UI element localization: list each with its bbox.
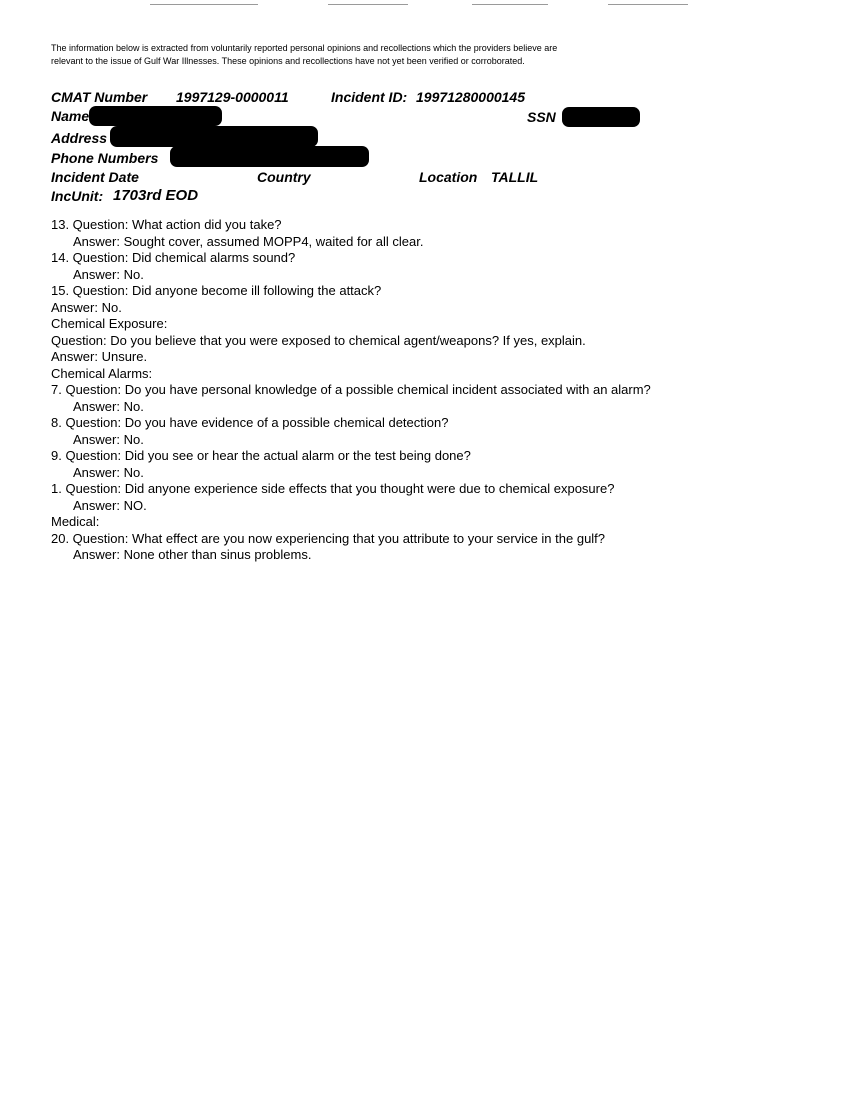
- cmat-label: CMAT Number: [51, 89, 148, 105]
- qa-line: 8. Question: Do you have evidence of a possible chemical detection?: [51, 415, 449, 430]
- ssn-label: SSN: [527, 109, 556, 125]
- qa-line: Chemical Exposure:: [51, 316, 168, 331]
- qa-line: Answer: None other than sinus problems.: [73, 547, 312, 562]
- location-value: TALLIL: [491, 169, 539, 185]
- name-label: Name: [51, 108, 90, 124]
- qa-line: 13. Question: What action did you take?: [51, 217, 282, 232]
- disclaimer: The information below is extracted from voluntarily reported personal opinions and recollections which the providers believe are relevant to the issue of Gulf War Illnesses. These opinions and recollections have not yet been verified or corroborated.: [51, 43, 558, 66]
- qa-line: Answer: No.: [73, 464, 144, 480]
- cmat-value: 1997129-0000011: [176, 89, 289, 105]
- address-label: Address: [51, 130, 108, 146]
- top-rule: [328, 4, 408, 5]
- incident-date-label: Incident Date: [51, 169, 139, 185]
- redaction-name: [89, 106, 222, 126]
- location-label: Location: [419, 169, 478, 185]
- top-rule: [472, 4, 548, 5]
- qa-line: Answer: No.: [73, 431, 144, 447]
- redaction-ssn: [562, 107, 640, 127]
- qa-line: Answer: Unsure.: [51, 349, 148, 364]
- incident-id-label: Incident ID:: [331, 89, 408, 105]
- qa-line: 14. Question: Did chemical alarms sound?: [51, 250, 296, 265]
- qa-line: 9. Question: Did you see or hear the actual alarm or the test being done?: [51, 448, 471, 463]
- qa-line: Answer: Sought cover, assumed MOPP4, waited for all clear.: [73, 233, 424, 249]
- incident-id-value: 19971280000145: [416, 89, 526, 105]
- qa-line: Chemical Alarms:: [51, 365, 153, 381]
- country-label: Country: [257, 169, 311, 185]
- qa-line: Answer: NO.: [73, 497, 147, 513]
- redaction-address: [110, 126, 318, 147]
- phone-label: Phone Numbers: [51, 150, 159, 166]
- qa-line: Answer: No.: [73, 398, 144, 414]
- qa-line: 7. Question: Do you have personal knowledge of a possible chemical incident associated with an alarm?: [51, 382, 651, 397]
- qa-line: Answer: No.: [73, 266, 144, 282]
- qa-body: [51, 217, 841, 564]
- top-rule: [150, 4, 258, 5]
- top-rule: [608, 4, 688, 5]
- qa-line: Medical:: [51, 514, 100, 529]
- qa-line: 20. Question: What effect are you now experiencing that you attribute to your service in the gulf?: [51, 530, 606, 546]
- qa-line: Question: Do you believe that you were exposed to chemical agent/weapons? If yes, explain.: [51, 332, 586, 348]
- redaction-phone: [170, 146, 369, 167]
- incunit-label: IncUnit:: [51, 188, 104, 204]
- qa-line: 15. Question: Did anyone become ill following the attack?: [51, 283, 382, 298]
- incunit-value: 1703rd EOD: [113, 187, 199, 204]
- qa-line: Answer: No.: [51, 299, 122, 315]
- qa-line: 1. Question: Did anyone experience side effects that you thought were due to chemical exposure?: [51, 481, 615, 496]
